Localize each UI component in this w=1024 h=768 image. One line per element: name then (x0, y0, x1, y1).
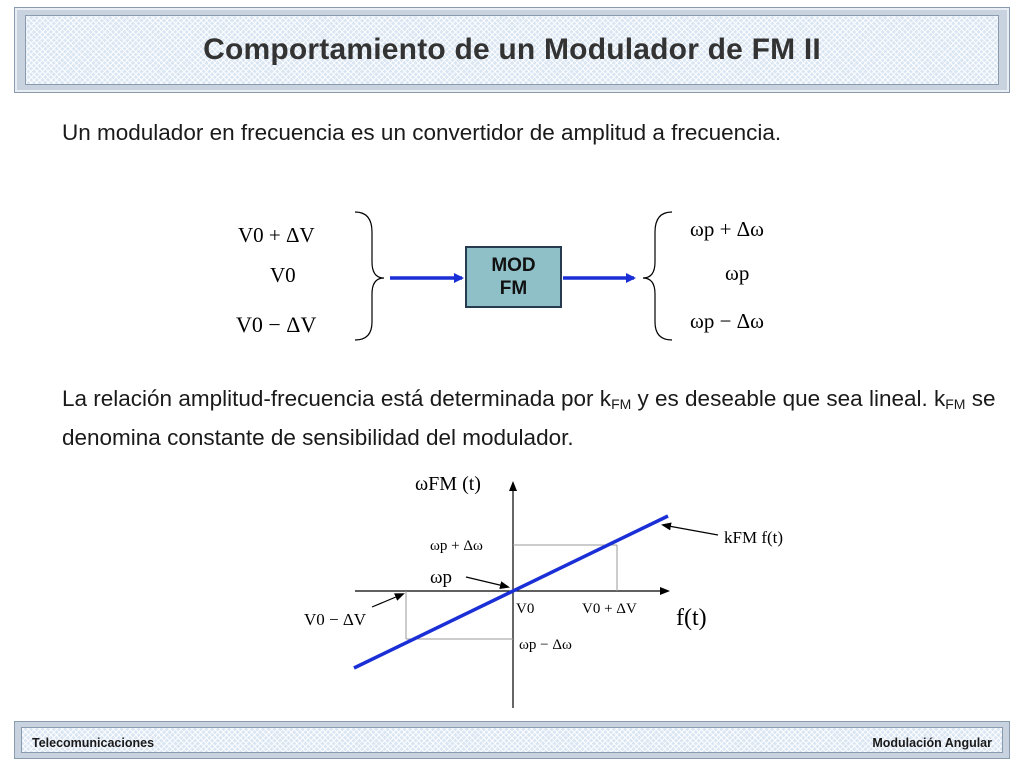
fm-label: FM (499, 278, 528, 299)
kfm-pointer-arrow (663, 525, 718, 535)
tick-wp-minus-dw: ωp − Δω (519, 637, 572, 653)
wp-pointer-arrow (466, 577, 508, 587)
mod-fm-box (465, 246, 562, 308)
relation-sub2: FM (945, 396, 966, 412)
footer-box (21, 727, 1003, 753)
input-v0: V0 (270, 263, 296, 287)
relation-part3: se denomina constante de sensibilidad del modulador. (62, 386, 996, 450)
tick-wp: ωp (430, 567, 453, 588)
tick-wp-plus-dw: ωp + Δω (430, 538, 483, 554)
tick-v0-plus-dv: V0 + ΔV (582, 601, 637, 617)
mod-label: MOD (491, 255, 536, 276)
input-brace (355, 212, 384, 340)
input-v0-minus-dv: V0 − ΔV (236, 312, 317, 337)
output-brace (643, 212, 672, 340)
footer-topic: Modulación Angular (872, 736, 992, 750)
output-wp-plus-dw: ωp + Δω (690, 217, 764, 241)
x-axis-label: f(t) (676, 605, 707, 631)
footer-frame (14, 721, 1010, 759)
relation-part2: y es deseable que sea lineal. k (631, 386, 946, 411)
v0-minus-pointer-arrow (372, 594, 403, 607)
relation-part1: La relación amplitud-frecuencia está determinada por k (62, 386, 612, 411)
tick-v0: V0 (516, 601, 535, 617)
intro-text: Un modulador en frecuencia es un convertidor de amplitud a frecuencia. (62, 120, 782, 145)
tick-v0-minus-dv: V0 − ΔV (304, 610, 367, 629)
slide-title: Comportamiento de un Modulador de FM II (203, 33, 821, 66)
y-axis-label: ωFM (t) (415, 473, 481, 495)
kfm-label: kFM f(t) (724, 528, 784, 547)
kfm-line (354, 516, 668, 668)
relation-sub1: FM (611, 396, 632, 412)
input-v0-plus-dv: V0 + ΔV (238, 223, 315, 247)
relation-text (62, 382, 1012, 454)
output-wp-minus-dw: ωp − Δω (690, 309, 764, 333)
output-wp: ωp (725, 261, 750, 285)
footer-course: Telecomunicaciones (32, 736, 155, 750)
